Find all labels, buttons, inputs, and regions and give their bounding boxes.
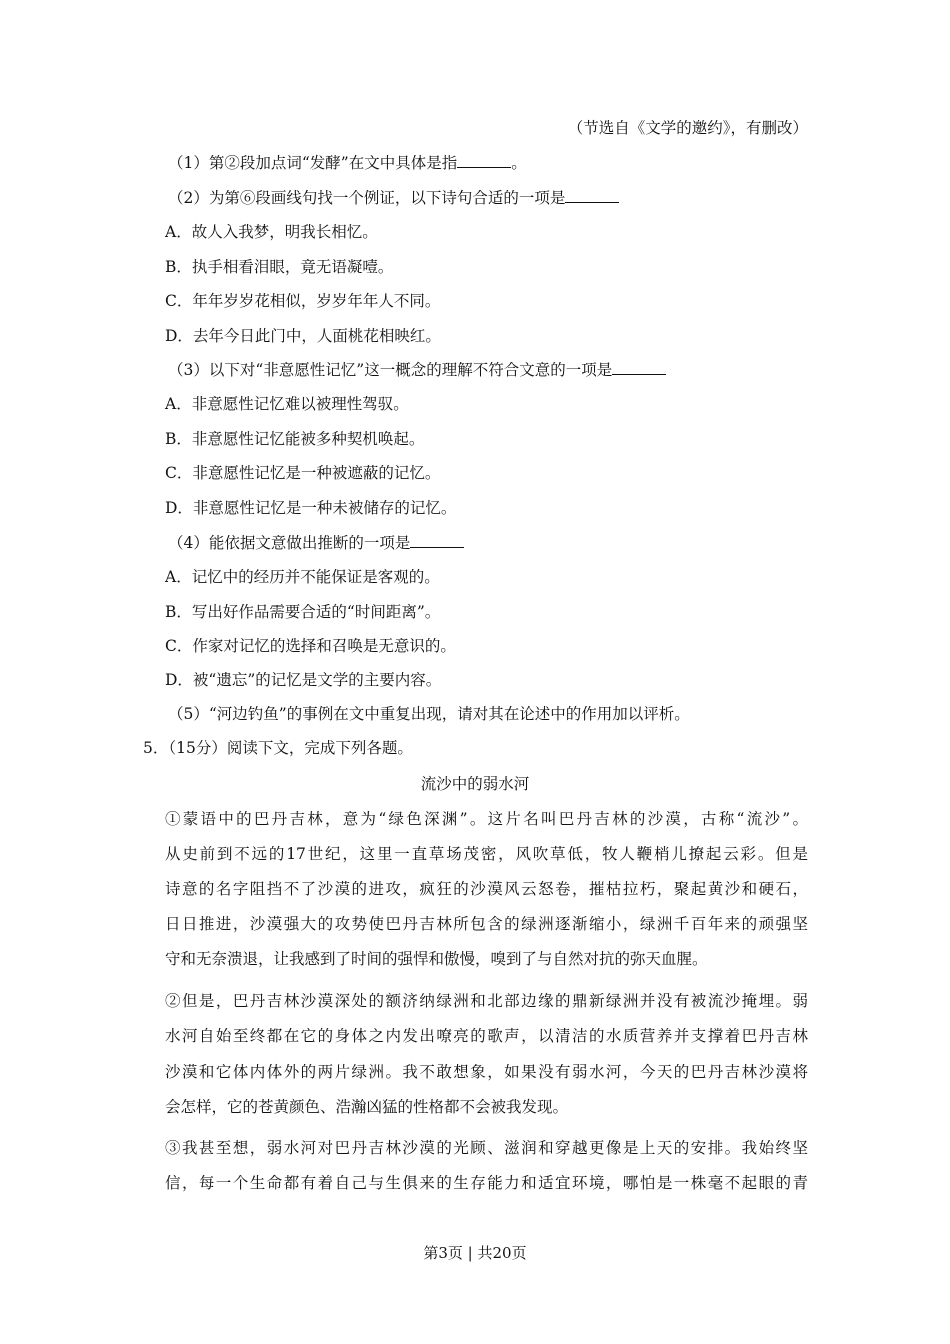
answer-blank[interactable] [612, 360, 666, 375]
paragraph-line: 从史前到不远的17世纪，这里一直草场茂密，风吹草低，牧人鞭梢儿撩起云彩。但是 [165, 845, 808, 863]
option: C．作家对记忆的选择和召唤是无意识的。 [165, 637, 456, 655]
option: C．非意愿性记忆是一种被遮蔽的记忆。 [165, 464, 441, 482]
question-3: （3）以下对“非意愿性记忆”这一概念的理解不符合文意的一项是 [168, 360, 666, 380]
paragraph-line: 守和无奈溃退，让我感到了时间的强悍和傲慢，嗅到了与自然对抗的弥天血腥。 [165, 950, 708, 968]
article-title: 流沙中的弱水河 [420, 775, 530, 793]
question-4: （4）能依据文意做出推断的一项是 [168, 533, 464, 553]
paragraph-line: 诗意的名字阻挡不了沙漠的进攻，疯狂的沙漠风云怒卷，摧枯拉朽，聚起黄沙和硬石， [165, 880, 808, 898]
paragraph-line: ③我甚至想，弱水河对巴丹吉林沙漠的光顾、滋润和穿越更像是上天的安排。我始终坚 [165, 1139, 808, 1157]
section-header: 5．（15分）阅读下文，完成下列各题。 [143, 739, 413, 757]
paragraph-line: 日日推进，沙漠强大的攻势使巴丹吉林所包含的绿洲逐渐缩小，绿洲千百年来的顽强坚 [165, 915, 808, 933]
answer-blank[interactable] [410, 533, 464, 548]
option: D．非意愿性记忆是一种未被储存的记忆。 [165, 499, 457, 517]
option: C．年年岁岁花相似，岁岁年年人不同。 [165, 292, 441, 310]
option: B．非意愿性记忆能被多种契机唤起。 [165, 430, 425, 448]
paragraph-line: 沙漠和它体内体外的两片绿洲。我不敢想象，如果没有弱水河，今天的巴丹吉林沙漠将 [165, 1063, 808, 1081]
option: D．被“遗忘”的记忆是文学的主要内容。 [165, 671, 442, 689]
question-2: （2）为第⑥段画线句找一个例证，以下诗句合适的一项是 [168, 188, 619, 208]
option: A．非意愿性记忆难以被理性驾驭。 [165, 395, 409, 413]
option: A．记忆中的经历并不能保证是客观的。 [165, 568, 440, 586]
answer-blank[interactable] [457, 153, 511, 168]
paragraph-line: 信，每一个生命都有着自己与生俱来的生存能力和适宜环境，哪怕是一株毫不起眼的青 [165, 1174, 808, 1192]
option: A．故人入我梦，明我长相忆。 [165, 223, 378, 241]
page-footer: 第3页 | 共20页 [423, 1244, 527, 1262]
paragraph-line: 水河自始至终都在它的身体之内发出嘹亮的歌声，以清洁的水质营养并支撑着巴丹吉林 [165, 1027, 808, 1045]
question-1: （1）第②段加点词“发酵”在文中具体是指 。 [168, 154, 527, 172]
paragraph-line: ①蒙语中的巴丹吉林，意为“绿色深渊”。这片名叫巴丹吉林的沙漠，古称“流沙”。 [165, 810, 808, 828]
option: B．写出好作品需要合适的“时间距离”。 [165, 603, 441, 621]
option: B．执手相看泪眼，竟无语凝噎。 [165, 258, 394, 276]
paragraph-line: ②但是，巴丹吉林沙漠深处的额济纳绿洲和北部边缘的鼎新绿洲并没有被流沙掩埋。弱 [165, 992, 808, 1010]
answer-blank[interactable] [565, 188, 619, 203]
paragraph-line: 会怎样，它的苍黄颜色、浩瀚凶猛的性格都不会被我发现。 [165, 1098, 569, 1116]
source-citation: （节选自《文学的邀约》，有删改） [567, 119, 808, 137]
question-5: （5）“河边钓鱼”的事例在文中重复出现，请对其在论述中的作用加以评析。 [168, 705, 690, 723]
option: D．去年今日此门中，人面桃花相映红。 [165, 327, 441, 345]
